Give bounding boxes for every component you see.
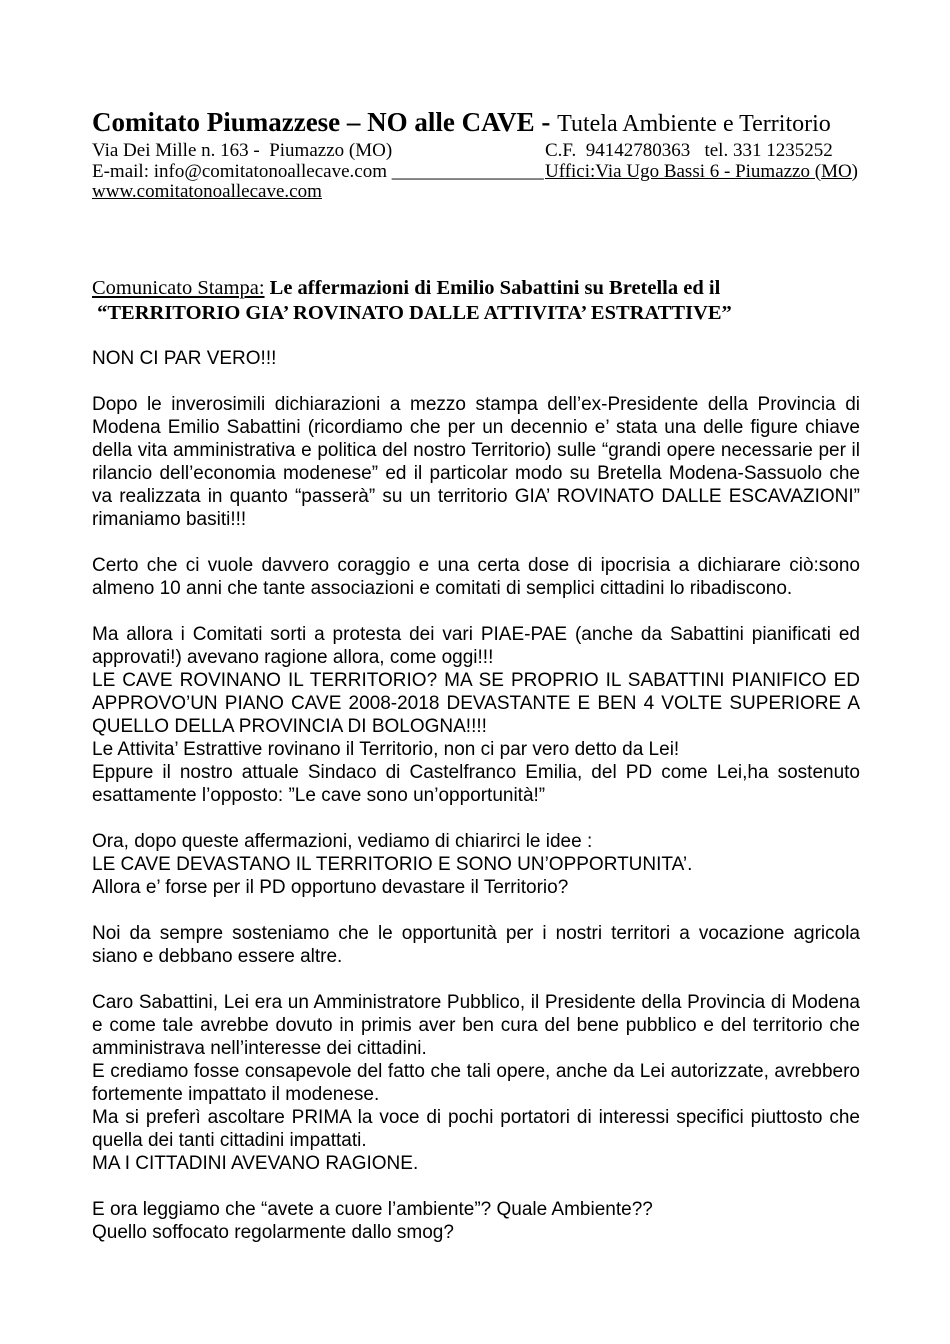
paragraph: Certo che ci vuole davvero coraggio e una certa dose di ipocrisia a dichiarare ciò:sono almeno 10 anni che tante associazioni e comitati di semplici cittadini lo ribadiscono. [92,554,860,599]
paragraph-group [92,922,860,968]
paragraph: Ora, dopo queste affermazioni, vediamo di chiarirci le idee : [92,830,593,852]
paragraph: Ma si preferì ascoltare PRIMA la voce di pochi portatori di interessi specifici piuttosto che quella dei tanti cittadini impattati. [92,1106,860,1151]
street-address: Via Dei Mille n. 163 - Piumazzo (MO) [92,140,393,161]
letterhead [92,106,860,203]
paragraph: Quello soffocato regolarmente dallo smog? [92,1221,454,1243]
website-row [92,182,860,203]
subject-title-line1: Le affermazioni di Emilio Sabattini su Bretella ed il [264,276,721,299]
paragraph-group [92,991,860,1175]
paragraph: Allora e’ forse per il PD opportuno devastare il Territorio? [92,876,569,898]
subject-line [92,276,860,326]
underscore-rule: ________________ [391,160,544,182]
subject-title-line2: “TERRITORIO GIA’ ROVINATO DALLE ATTIVITA’ ESTRATTIVE” [92,301,732,324]
paragraph-group [92,623,860,807]
org-title [92,106,860,141]
org-tagline: Tutela Ambiente e Territorio [557,111,831,137]
paragraph: MA I CITTADINI AVEVANO RAGIONE. [92,1152,419,1174]
paragraph: Noi da sempre sosteniamo che le opportunità per i nostri territori a vocazione agricola siano e debbano essere altre. [92,922,860,967]
paragraph-group [92,393,860,531]
paragraph: LE CAVE ROVINANO IL TERRITORIO? MA SE PROPRIO IL SABATTINI PIANIFICO ED APPROVO’UN PIANO CAVE 2008-2018 DEVASTANTE E BEN 4 VOLTE SUPERIORE A QUELLO DELLA PROVINCIA DI BOLOGNA!!!! [92,669,860,737]
paragraph: NON CI PAR VERO!!! [92,347,277,369]
fiscal-code-phone: C.F. 94142780363 tel. 331 1235252 [545,140,833,161]
paragraph: E crediamo fosse consapevole del fatto che tali opere, anche da Lei autorizzate, avrebbero fortemente impattato il modenese. [92,1060,860,1105]
email-line [92,162,545,183]
paragraph: Ma allora i Comitati sorti a protesta dei vari PIAE-PAE (anche da Sabattini pianificati ed approvati!) avevano ragione allora, come oggi!!! [92,623,860,668]
email-text: E-mail: info@comitatonoallecave.com [92,160,392,182]
address-row [92,141,860,162]
paragraph-group [92,554,860,600]
document-body [92,276,860,1244]
website-link[interactable]: www.comitatonoallecave.com [92,181,322,202]
paragraph: Le Attivita’ Estrattive rovinano il Territorio, non ci par vero detto da Lei! [92,738,680,760]
paragraph: Eppure il nostro attuale Sindaco di Castelfranco Emilia, del PD come Lei,ha sostenuto esattamente l’opposto: ”Le cave sono un’opportunità!” [92,761,860,806]
paragraph: E ora leggiamo che “avete a cuore l’ambiente”? Quale Ambiente?? [92,1198,653,1220]
comunicato-stampa-label: Comunicato Stampa: [92,276,265,299]
paragraph: LE CAVE DEVASTANO IL TERRITORIO E SONO UN’OPPORTUNITA’. [92,853,693,875]
paragraph: Dopo le inverosimili dichiarazioni a mezzo stampa dell’ex-Presidente della Provincia di Modena Emilio Sabattini (ricordiamo che per un decennio e’ stata una delle figure chiave della vita amministrativa e politica del nostro Territorio) sulle “grandi opere necessarie per il rilancio dell’economia modenese” ed il particolar modo su Bretella Modena-Sassuolo che va realizzata in quanto “passerà” su un territorio GIA’ ROVINATO DALLE ESCAVAZIONI” rimaniamo basiti!!! [92,393,860,530]
office-address: Uffici:Via Ugo Bassi 6 - Piumazzo (MO) [545,160,859,182]
paragraphs-container [92,347,860,1244]
paragraph-group [92,1198,860,1244]
paragraph-group [92,830,860,899]
paragraph: Caro Sabattini, Lei era un Amministratore Pubblico, il Presidente della Provincia di Modena e come tale avrebbe dovuto in primis aver ben cura del bene pubblico e del territorio che amministrava nell’interesse dei cittadini. [92,991,860,1059]
paragraph-group [92,347,860,370]
org-name: Comitato Piumazzese – NO alle CAVE - [92,107,558,137]
contact-row [92,162,860,183]
